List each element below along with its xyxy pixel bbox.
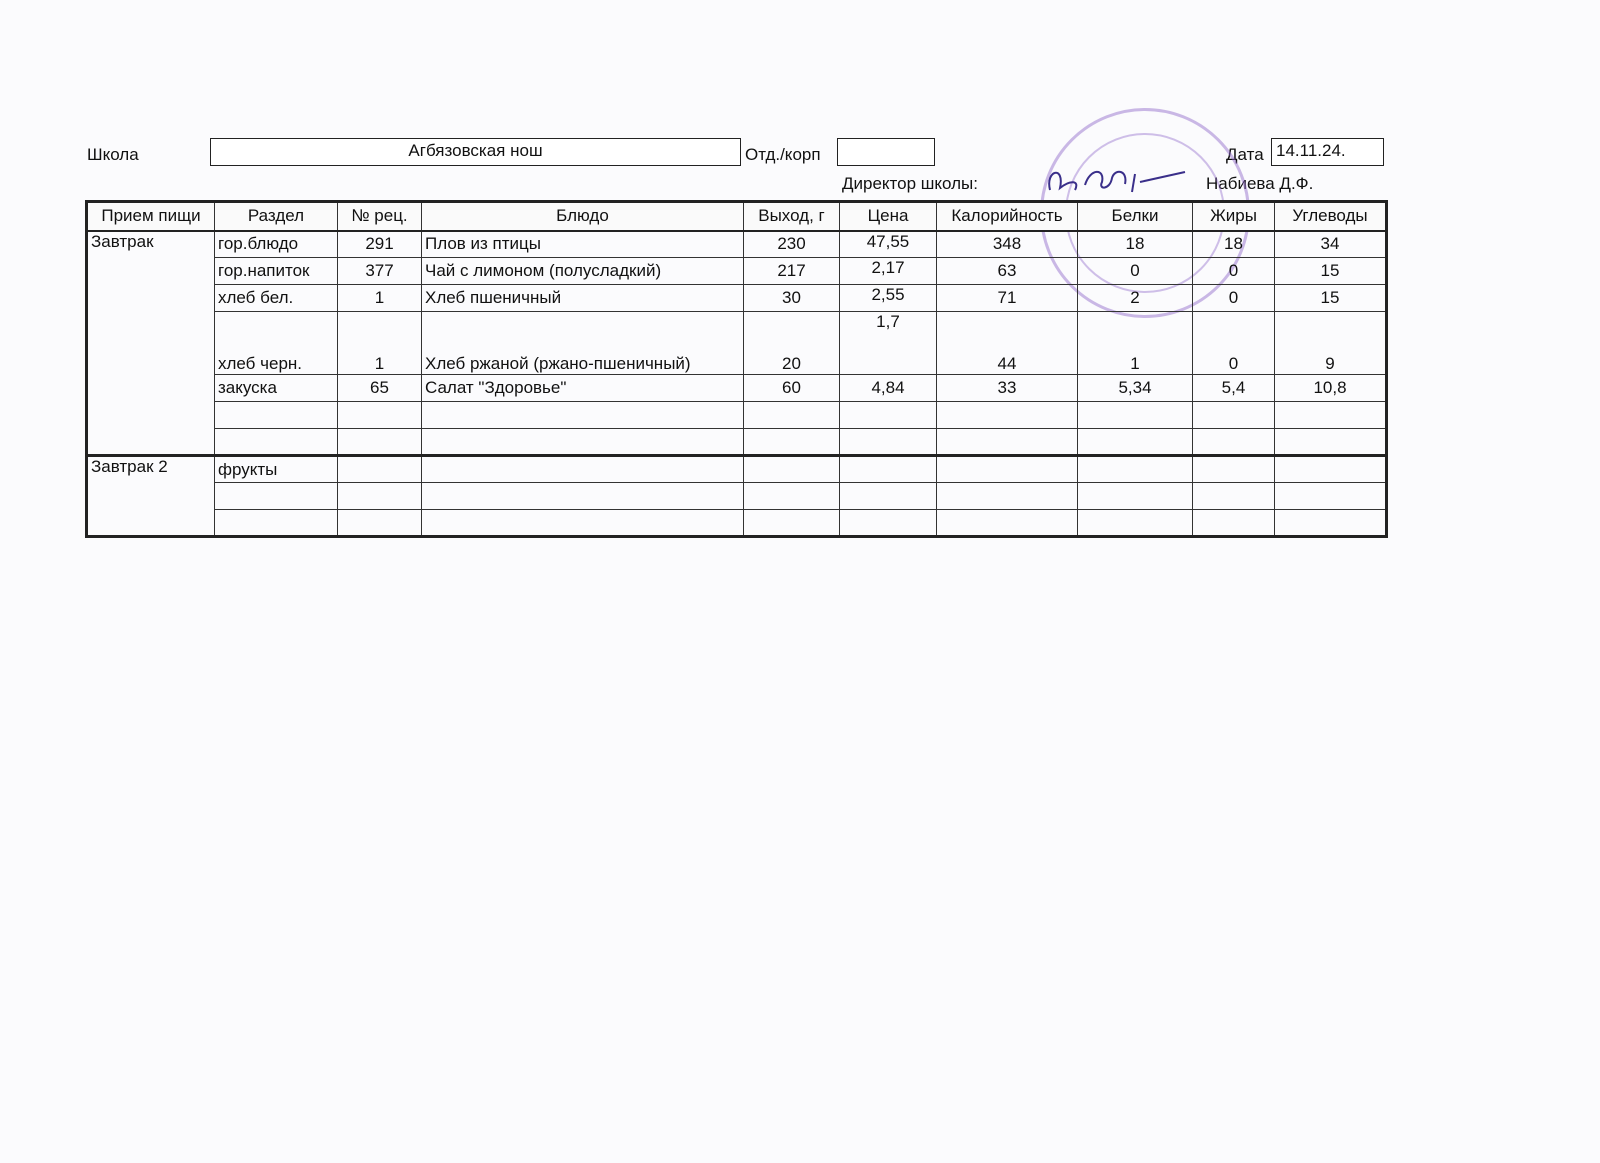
- empty-cell: [1193, 402, 1275, 429]
- empty-cell: [744, 402, 840, 429]
- empty-cell: [422, 510, 744, 537]
- cell-fat: 0: [1193, 312, 1275, 375]
- cell-section: гор.напиток: [215, 258, 338, 285]
- cell-yield: 20: [744, 312, 840, 375]
- empty-cell: [840, 429, 937, 456]
- col-yield: Выход, г: [744, 202, 840, 231]
- menu-table: [85, 200, 1388, 538]
- cell-fat: 18: [1193, 231, 1275, 258]
- cell-fat: 0: [1193, 258, 1275, 285]
- cell-recipe: 1: [338, 285, 422, 312]
- cell-fat: 5,4: [1193, 375, 1275, 402]
- empty-cell: [422, 402, 744, 429]
- date-field[interactable]: [1271, 138, 1384, 166]
- col-price: Цена: [840, 202, 937, 231]
- cell-recipe: 65: [338, 375, 422, 402]
- empty-cell: [744, 429, 840, 456]
- cell-dish: Хлеб пшеничный: [422, 285, 744, 312]
- empty-cell: [840, 510, 937, 537]
- cell-recipe: 1: [338, 312, 422, 375]
- director-label: Директор школы:: [842, 174, 978, 193]
- empty-cell: [1193, 429, 1275, 456]
- cell-protein: 5,34: [1078, 375, 1193, 402]
- cell-section: фрукты: [215, 456, 338, 483]
- empty-cell: [744, 483, 840, 510]
- table-row: [87, 375, 1387, 402]
- cell-calories: 348: [937, 231, 1078, 258]
- col-fat: Жиры: [1193, 202, 1275, 231]
- cell-calories: 71: [937, 285, 1078, 312]
- table-row: [87, 285, 1387, 312]
- cell-recipe: 291: [338, 231, 422, 258]
- col-protein: Белки: [1078, 202, 1193, 231]
- cell-section: хлеб черн.: [215, 312, 338, 375]
- empty-cell: [937, 402, 1078, 429]
- empty-cell: [215, 483, 338, 510]
- empty-cell: [422, 456, 744, 483]
- empty-cell: [1193, 456, 1275, 483]
- empty-cell: [1275, 429, 1387, 456]
- col-carbs: Углеводы: [1275, 202, 1387, 231]
- table-row: [87, 456, 1387, 483]
- school-value: Агбязовская нош: [408, 141, 543, 160]
- empty-row: [87, 402, 1387, 429]
- school-field[interactable]: [210, 138, 741, 166]
- empty-cell: [840, 402, 937, 429]
- director-name: Набиева Д.Ф.: [1206, 174, 1314, 193]
- dept-field[interactable]: [837, 138, 935, 166]
- empty-cell: [1193, 483, 1275, 510]
- date-label: Дата: [1226, 145, 1264, 164]
- empty-cell: [1078, 456, 1193, 483]
- cell-yield: 230: [744, 231, 840, 258]
- cell-calories: 63: [937, 258, 1078, 285]
- cell-protein: 2: [1078, 285, 1193, 312]
- col-meal: Прием пищи: [87, 202, 215, 231]
- cell-section: закуска: [215, 375, 338, 402]
- cell-protein: 0: [1078, 258, 1193, 285]
- col-recipe: № рец.: [338, 202, 422, 231]
- empty-cell: [338, 402, 422, 429]
- cell-price: 4,84: [840, 375, 937, 402]
- cell-yield: 60: [744, 375, 840, 402]
- empty-cell: [1078, 510, 1193, 537]
- empty-cell: [1275, 510, 1387, 537]
- empty-cell: [338, 456, 422, 483]
- cell-calories: 33: [937, 375, 1078, 402]
- empty-row: [87, 429, 1387, 456]
- empty-cell: [215, 402, 338, 429]
- empty-row: [87, 510, 1387, 537]
- cell-carbs: 34: [1275, 231, 1387, 258]
- empty-cell: [1193, 510, 1275, 537]
- empty-cell: [1078, 402, 1193, 429]
- empty-cell: [215, 429, 338, 456]
- dept-label: Отд./корп: [745, 145, 821, 164]
- table-row: [87, 258, 1387, 285]
- empty-cell: [744, 510, 840, 537]
- cell-carbs: 15: [1275, 258, 1387, 285]
- empty-cell: [338, 429, 422, 456]
- table-row: [87, 231, 1387, 258]
- empty-cell: [1275, 456, 1387, 483]
- empty-row: [87, 483, 1387, 510]
- empty-cell: [422, 429, 744, 456]
- empty-cell: [215, 510, 338, 537]
- table-row: [87, 312, 1387, 375]
- cell-dish: Плов из птицы: [422, 231, 744, 258]
- cell-price: 47,55: [840, 231, 937, 258]
- empty-cell: [338, 483, 422, 510]
- cell-section: хлеб бел.: [215, 285, 338, 312]
- cell-dish: Чай с лимоном (полусладкий): [422, 258, 744, 285]
- cell-carbs: 15: [1275, 285, 1387, 312]
- empty-cell: [1078, 483, 1193, 510]
- meal-breakfast-2: Завтрак 2: [87, 456, 215, 537]
- empty-cell: [840, 483, 937, 510]
- col-dish: Блюдо: [422, 202, 744, 231]
- cell-protein: 18: [1078, 231, 1193, 258]
- cell-yield: 217: [744, 258, 840, 285]
- empty-cell: [422, 483, 744, 510]
- date-value: 14.11.24.: [1276, 141, 1346, 160]
- cell-price: 2,55: [840, 285, 937, 312]
- empty-cell: [840, 456, 937, 483]
- cell-carbs: 9: [1275, 312, 1387, 375]
- cell-dish: Хлеб ржаной (ржано-пшеничный): [422, 312, 744, 375]
- meal-breakfast: Завтрак: [87, 231, 215, 456]
- table-header-row: [87, 202, 1387, 231]
- cell-recipe: 377: [338, 258, 422, 285]
- empty-cell: [1078, 429, 1193, 456]
- cell-yield: 30: [744, 285, 840, 312]
- empty-cell: [744, 456, 840, 483]
- cell-dish: Салат "Здоровье": [422, 375, 744, 402]
- cell-price: 1,7: [840, 312, 937, 375]
- cell-carbs: 10,8: [1275, 375, 1387, 402]
- cell-fat: 0: [1193, 285, 1275, 312]
- col-calories: Калорийность: [937, 202, 1078, 231]
- empty-cell: [937, 456, 1078, 483]
- empty-cell: [338, 510, 422, 537]
- school-label: Школа: [87, 145, 139, 164]
- cell-protein: 1: [1078, 312, 1193, 375]
- empty-cell: [1275, 402, 1387, 429]
- director-signature: [1040, 160, 1190, 200]
- cell-price: 2,17: [840, 258, 937, 285]
- cell-calories: 44: [937, 312, 1078, 375]
- empty-cell: [937, 510, 1078, 537]
- col-section: Раздел: [215, 202, 338, 231]
- empty-cell: [937, 483, 1078, 510]
- empty-cell: [1275, 483, 1387, 510]
- empty-cell: [937, 429, 1078, 456]
- cell-section: гор.блюдо: [215, 231, 338, 258]
